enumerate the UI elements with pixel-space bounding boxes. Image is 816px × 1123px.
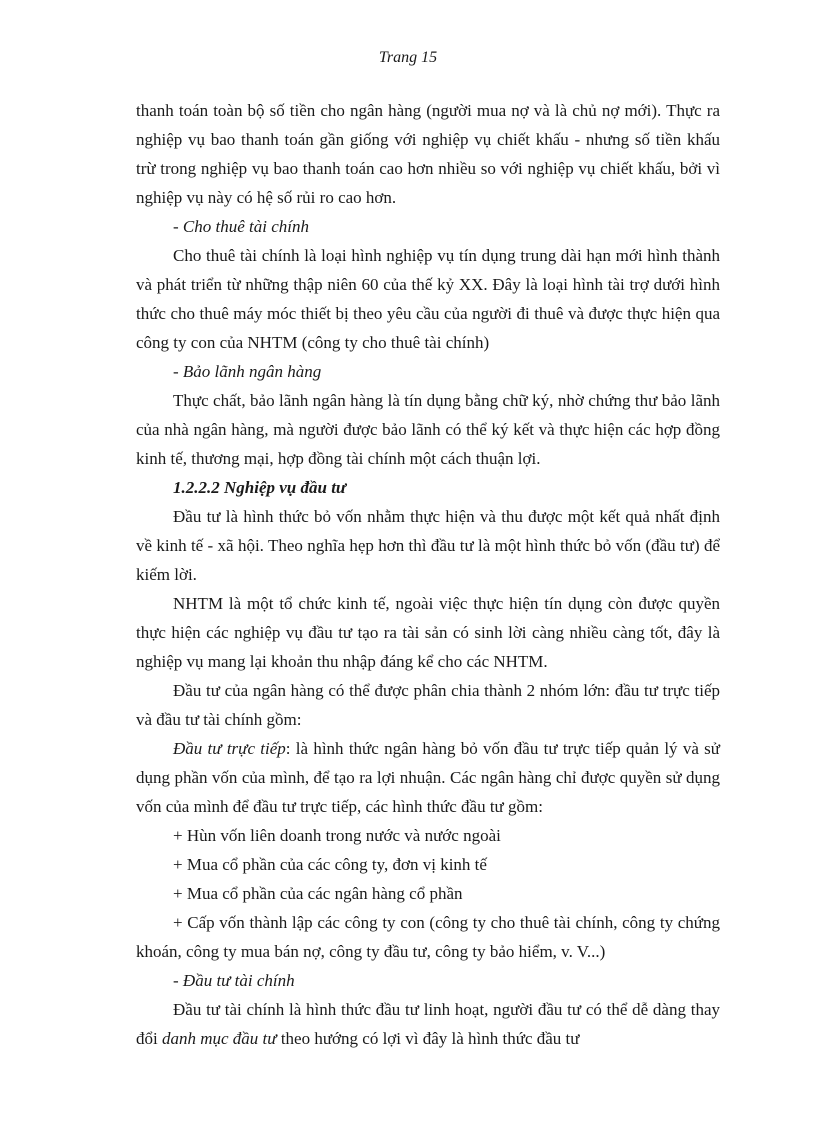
bullet-item: + Mua cổ phần của các công ty, đơn vị kinh tế <box>173 855 487 874</box>
bullet-item: + Mua cổ phần của các ngân hàng cổ phần <box>173 884 463 903</box>
paragraph-bank-guarantee: Thực chất, bảo lãnh ngân hàng là tín dụng bằng chữ ký, nhờ chứng thư bảo lãnh của nhà ngân hàng, mà người được bảo lãnh có thể ký kết và thực hiện các hợp đồng kinh tế, thương mại, hợp đồng tài chính một cách thuận lợi. <box>136 391 720 468</box>
item-financial-investment: - Đầu tư tài chính <box>173 971 295 990</box>
page-header: Trang 15 <box>378 49 438 66</box>
term-portfolio: danh mục đầu tư <box>161 1029 277 1048</box>
paragraph-nhtm-investment: NHTM là một tổ chức kinh tế, ngoài việc thực hiện tín dụng còn được quyền thực hiện các nghiệp vụ đầu tư tạo ra tài sản có sinh lời càng nhiều càng tốt, đây là nghiệp vụ mang lại khoản thu nhập đáng kể cho các NHTM. <box>136 594 720 671</box>
section-heading: 1.2.2.2 Nghiệp vụ đầu tư <box>173 478 347 497</box>
paragraph-direct-investment <box>136 734 720 821</box>
direct-investment-text: : là hình thức ngân hàng bỏ vốn đầu tư trực tiếp quản lý và sử dụng phần vốn của mình, để tạo ra lợi nhuận. Các ngân hàng chỉ được quyền sử dụng vốn của mình để đầu tư trực tiếp, các hình thức đầu tư gồm: <box>136 739 720 816</box>
paragraph-factoring-continued: thanh toán toàn bộ số tiền cho ngân hàng (người mua nợ và là chủ nợ mới). Thực ra nghiệp vụ bao thanh toán gần giống với nghiệp vụ chiết khấu - nhưng số tiền khấu trừ trong nghiệp vụ bao thanh toán cao hơn nhiều so với nghiệp vụ chiết khấu, bởi vì nghiệp vụ này có hệ số rủi ro cao hơn. <box>136 101 720 207</box>
financial-investment-text-end: theo hướng có lợi vì đây là hình thức đầu tư <box>276 1029 580 1048</box>
item-financial-leasing: - Cho thuê tài chính <box>173 217 309 236</box>
item-bank-guarantee: - Bảo lãnh ngân hàng <box>173 362 322 381</box>
paragraph-financial-investment <box>136 995 720 1053</box>
page-body <box>136 96 720 1053</box>
bullet-item: + Cấp vốn thành lập các công ty con (công ty cho thuê tài chính, công ty chứng khoán, công ty mua bán nợ, công ty đầu tư, công ty bảo hiểm, v. V...) <box>136 913 720 961</box>
financial-investment-text-start: Đầu tư tài chính là hình thức đầu tư linh hoạt, người đầu tư có thể dễ dàng thay đổi <box>136 1000 720 1048</box>
paragraph-investment-groups: Đầu tư của ngân hàng có thể được phân chia thành 2 nhóm lớn: đầu tư trực tiếp và đầu tư tài chính gồm: <box>136 681 720 729</box>
paragraph-financial-leasing: Cho thuê tài chính là loại hình nghiệp vụ tín dụng trung dài hạn mới hình thành và phát triển từ những thập niên 60 của thế kỷ XX. Đây là loại hình tài trợ dưới hình thức cho thuê máy móc thiết bị theo yêu cầu của người đi thuê và được thực hiện qua công ty con của NHTM (công ty cho thuê tài chính) <box>136 246 720 352</box>
term-direct-investment: Đầu tư trực tiếp <box>173 739 286 758</box>
paragraph-investment-definition: Đầu tư là hình thức bỏ vốn nhằm thực hiện và thu được một kết quả nhất định về kinh tế - xã hội. Theo nghĩa hẹp hơn thì đầu tư là một hình thức bỏ vốn (đầu tư) để kiếm lời. <box>136 507 720 584</box>
bullet-item: + Hùn vốn liên doanh trong nước và nước ngoài <box>173 826 501 845</box>
